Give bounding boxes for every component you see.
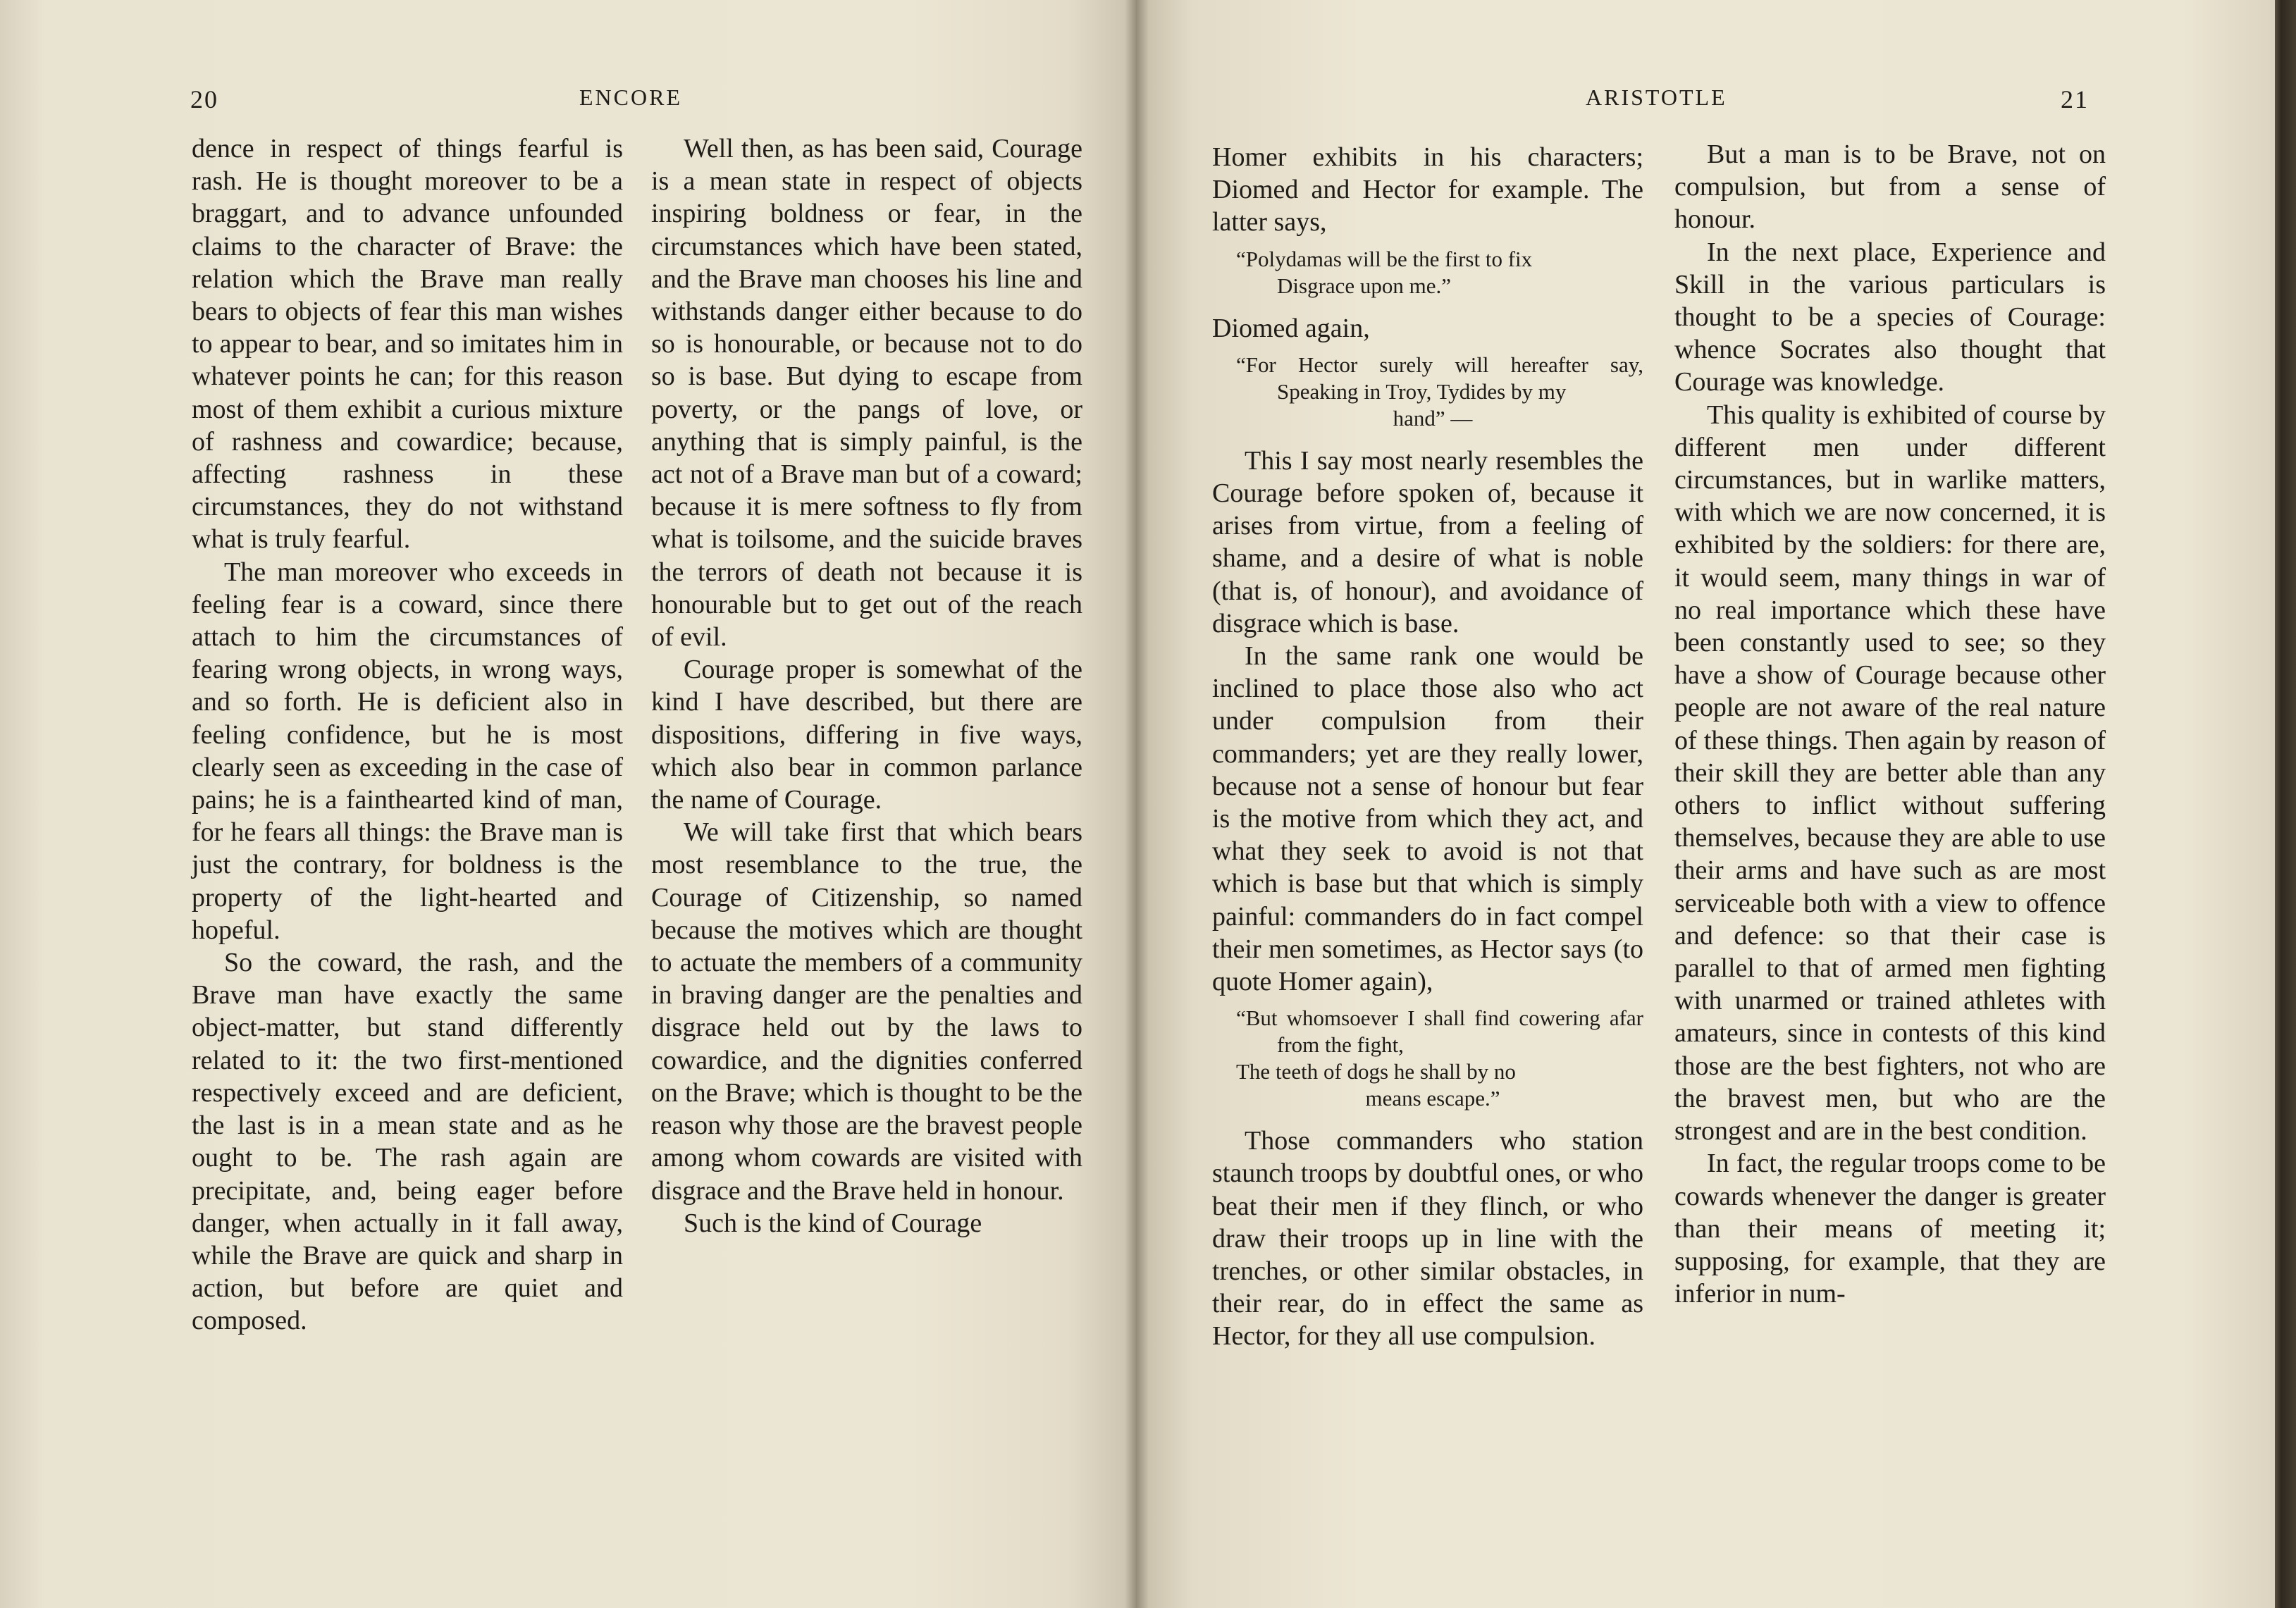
paragraph: This I say most nearly resembles the Courage before spoken of, because it arises from virtue, from a feeling of shame, and a desire of what is noble (that is, of honour), and avoidance of disgrace which is base.	[1212, 445, 1643, 638]
right-page	[1136, 0, 2275, 1608]
paragraph: So the coward, the rash, and the Brave man have exactly the same object-matter, but stand differently related to it: the two first-mentioned respectively exceed and are deficient, the last is in a mean state and as he ought to be. The rash again are precipitate, and, being eager before danger, when actually in it fall away, while the Brave are quick and sharp in action, but before are quiet and composed.	[192, 948, 623, 1336]
paragraph: Those commanders who station staunch troops by doubtful ones, or who beat their men if they flinch, or who draw their troops up in line with the trenches, or other similar obstacles, in their rear, do in effect the same as Hector, for they all use compulsion.	[1212, 1126, 1643, 1352]
verse-line: “For Hector surely will hereafter say, Speaking in Troy, Tydides by my	[1236, 352, 1643, 404]
verse-quote	[1236, 1005, 1643, 1112]
left-page	[0, 0, 1136, 1608]
paragraph: In the same rank one would be inclined to place those also who act under compulsion from their commanders; yet are they really lower, because not a sense of honour but fear is the motive from which they act, and what they seek to avoid is not that which is base but that which is simply painful: commanders do in fact compel their men sometimes, as Hector says (to quote Homer again),	[1212, 641, 1643, 997]
book-edge	[2275, 0, 2296, 1608]
paragraph: But a man is to be Brave, not on compulsion, but from a sense of honour.	[1674, 140, 2106, 235]
paragraph: Diomed again,	[1212, 313, 1370, 343]
right-column-2	[1674, 138, 2106, 1310]
verse-line: “Polydamas will be the first to fix	[1236, 246, 1533, 271]
verse-line: means escape.”	[1365, 1086, 1500, 1111]
verse-quote	[1236, 352, 1643, 432]
left-page-number: 20	[190, 85, 218, 113]
verse-line: hand” —	[1393, 405, 1473, 431]
paragraph: The man moreover who exceeds in feeling fear is a coward, since there attach to him the circumstances of fearing wrong objects, in wrong ways, and so forth. He is deficient also in feeling confidence, but he is most clearly seen as exceeding in the case of pains; he is a fainthearted kind of man, for he fears all things: the Brave man is just the contrary, for boldness is the property of the light-hearted and hopeful.	[192, 557, 623, 945]
left-running-head: ENCORE	[579, 85, 682, 110]
paragraph: Such is the kind of Courage	[684, 1208, 982, 1238]
right-running-head: ARISTOTLE	[1586, 85, 1727, 110]
paragraph: In the next place, Experience and Skill in the various particulars is thought to be a species of Courage: whence Socrates also thought that Courage was knowledge.	[1674, 237, 2106, 397]
paragraph: dence in respect of things fearful is rash. He is thought moreover to be a braggart, and to advance unfounded claims to the character of Brave: the relation which the Brave man really bears to objects of fear this man wishes to appear to bear, and so imitates him in whatever points he can; for this reason most of them exhibit a curious mixture of rashness and cowardice; because, affecting rashness in these circumstances, they do not withstand what is truly fearful.	[192, 134, 623, 555]
paragraph: In fact, the regular troops come to be cowards whenever the danger is greater than their means of meeting it; supposing, for example, that they are inferior in num-	[1674, 1149, 2106, 1309]
right-column-1	[1212, 141, 1643, 1353]
paragraph: Homer exhibits in his characters; Diomed and Hector for example. The latter says,	[1212, 142, 1643, 237]
verse-quote	[1236, 246, 1643, 299]
verse-line: Disgrace upon me.”	[1277, 273, 1452, 298]
paragraph: We will take first that which bears most resemblance to the true, the Courage of Citizenship, so named because the motives which are thought to actuate the members of a community in braving danger are the penalties and disgrace held out by the laws to cowardice, and the dignities conferred on the Brave; which is thought to be the reason why those are the bravest people among whom cowards are visited with disgrace and the Brave held in honour.	[651, 817, 1082, 1206]
left-column-2	[651, 132, 1082, 1239]
right-page-number: 21	[2061, 85, 2089, 113]
verse-line: “But whomsoever I shall find cowering afar from the fight,	[1236, 1006, 1643, 1058]
paragraph: This quality is exhibited of course by different men under different circumstances, but in warlike matters, with which we are now concerned, it is exhibited by the soldiers: for there are, it would seem, many things in war of no real importance which these have been constantly used to see; so they have a show of Courage because other people are not aware of the real nature of these things. Then again by reason of their skill they are better able than any others to inflict without suffering themselves, because they are able to use their arms and have such as are most serviceable both with a view to offence and defence: so that their case is parallel to that of armed men fighting with unarmed or trained athletes with amateurs, since in contests of this kind those are the best fighters, not who are the bravest men, but who are the strongest and are in the best condition.	[1674, 400, 2106, 1146]
verse-line: The teeth of dogs he shall by no	[1236, 1059, 1516, 1084]
paragraph: Well then, as has been said, Courage is a mean state in respect of objects inspiring boldness or fear, in the circumstances which have been stated, and the Brave man chooses his line and withstands danger either because to do so is honourable, or because not to do so is base. But dying to escape from poverty, or the pangs of love, or anything that is simply painful, is the act not of a Brave man but of a coward; because it is mere softness to fly from what is toilsome, and the suicide braves the terrors of death not because it is honourable but to get out of the reach of evil.	[651, 134, 1082, 653]
left-column-1	[192, 132, 623, 1337]
book-gutter	[1125, 0, 1149, 1608]
paragraph: Courage proper is somewhat of the kind I have described, but there are dispositions, differing in five ways, which also bear in common parlance the name of Courage.	[651, 655, 1082, 815]
